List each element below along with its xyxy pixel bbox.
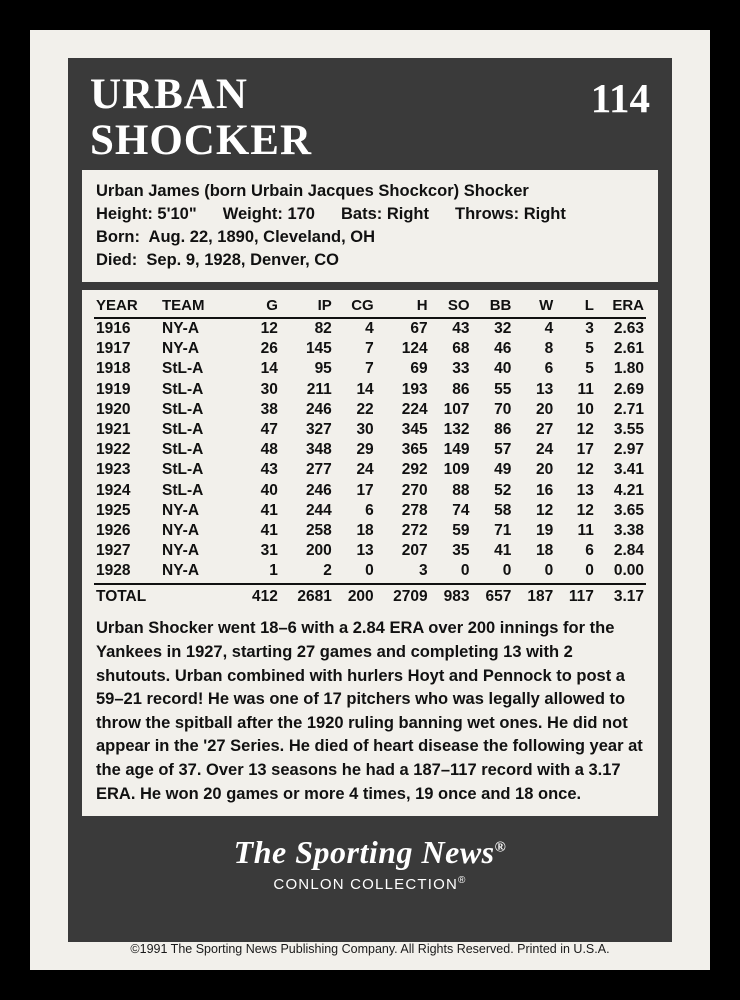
stats-cell: 1923 xyxy=(96,461,131,479)
stats-cell: 3 xyxy=(419,562,428,580)
bio-born: Born: Aug. 22, 1890, Cleveland, OH xyxy=(96,228,376,246)
table-row xyxy=(94,460,646,480)
stats-cell: 41 xyxy=(260,501,278,519)
stats-cell: 33 xyxy=(452,360,470,378)
stats-cell: 95 xyxy=(314,360,332,378)
stats-cell: 0 xyxy=(502,562,512,580)
stats-total-row xyxy=(94,584,646,607)
stats-cell: 11 xyxy=(577,380,594,398)
stats-cell: 270 xyxy=(401,481,428,499)
stats-cell: 193 xyxy=(401,380,428,398)
stats-cell: 3 xyxy=(585,320,594,338)
stats-cell: 40 xyxy=(494,360,512,378)
stats-cell: 207 xyxy=(401,542,428,560)
stats-cell: 20 xyxy=(536,400,554,418)
stats-cell: 2.84 xyxy=(613,542,644,560)
table-row xyxy=(94,420,646,440)
stats-cell: 1918 xyxy=(96,360,131,378)
stats-cell: 5 xyxy=(585,360,594,378)
stats-cell: 0 xyxy=(365,562,374,580)
stats-table xyxy=(94,296,646,607)
stats-cell: 59 xyxy=(452,521,470,539)
stats-cell: 2.97 xyxy=(613,441,644,459)
bio-full-name: Urban James (born Urbain Jacques Shockcor) Shocker xyxy=(96,182,529,200)
stats-cell: 20 xyxy=(536,461,554,479)
card-number: 114 xyxy=(590,75,650,121)
stats-cell: 2 xyxy=(323,562,332,580)
stats-header-cell: H xyxy=(376,296,430,318)
stats-cell: 17 xyxy=(576,441,594,459)
stats-cell: 11 xyxy=(577,521,594,539)
stats-cell: 6 xyxy=(585,542,594,560)
stats-cell: 40 xyxy=(260,481,278,499)
stats-cell: 2.61 xyxy=(613,340,644,358)
table-row xyxy=(94,380,646,400)
stats-cell: 30 xyxy=(356,421,374,439)
stats-cell: 277 xyxy=(305,461,332,479)
sporting-news-logo xyxy=(68,834,672,871)
stats-cell: 200 xyxy=(305,542,332,560)
stats-cell: 86 xyxy=(494,421,512,439)
stats-cell: 88 xyxy=(452,481,470,499)
stats-header-cell: W xyxy=(513,296,555,318)
stats-cell: 0 xyxy=(460,562,470,580)
stats-header-cell: ERA xyxy=(596,296,646,318)
stats-cell: 4 xyxy=(365,320,374,338)
stats-header-cell: CG xyxy=(334,296,376,318)
stats-cell: 149 xyxy=(443,441,470,459)
stats-cell: 55 xyxy=(494,380,512,398)
stats-cell: NY-A xyxy=(162,542,200,560)
stats-cell: 13 xyxy=(536,380,554,398)
stats-cell: 4 xyxy=(544,320,554,338)
stats-cell: 14 xyxy=(260,360,278,378)
stats-cell: 1921 xyxy=(96,421,131,439)
stats-cell: 43 xyxy=(452,320,470,338)
stats-cell: 12 xyxy=(576,461,594,479)
stats-cell: 246 xyxy=(305,400,332,418)
table-row xyxy=(94,440,646,460)
stats-cell xyxy=(160,584,238,607)
stats-cell: NY-A xyxy=(162,501,200,519)
stats-cell: 0 xyxy=(544,562,554,580)
stats-cell: 365 xyxy=(401,441,428,459)
stats-cell: 187 xyxy=(513,584,555,607)
stats-cell: 17 xyxy=(356,481,374,499)
stats-header-cell: SO xyxy=(430,296,472,318)
stats-cell: 71 xyxy=(494,521,512,539)
stats-cell: 278 xyxy=(401,501,428,519)
stats-cell: 272 xyxy=(401,521,428,539)
stats-cell: StL-A xyxy=(162,441,204,459)
stats-cell: 12 xyxy=(576,501,594,519)
stats-cell: 107 xyxy=(443,400,470,418)
stats-cell: 3.55 xyxy=(613,421,644,439)
table-row xyxy=(94,501,646,521)
stats-cell: 3.17 xyxy=(596,584,646,607)
stats-cell: 292 xyxy=(401,461,428,479)
table-row xyxy=(94,318,646,339)
stats-cell: 211 xyxy=(306,380,332,398)
bio-died: Died: Sep. 9, 1928, Denver, CO xyxy=(96,251,340,269)
card-back-panel xyxy=(68,58,672,942)
stats-cell: 1917 xyxy=(96,340,131,358)
baseball-card xyxy=(30,30,710,970)
stats-cell: 24 xyxy=(356,461,374,479)
stats-cell: 145 xyxy=(305,340,332,358)
stats-cell: StL-A xyxy=(162,400,204,418)
registered-trademark-icon: ® xyxy=(458,875,467,887)
stats-cell: NY-A xyxy=(162,562,200,580)
stats-cell: 8 xyxy=(544,340,554,358)
card-header xyxy=(68,58,672,170)
stats-block xyxy=(82,290,658,615)
stats-cell: 12 xyxy=(536,501,554,519)
stats-cell: 31 xyxy=(260,542,278,560)
stats-cell: 18 xyxy=(356,521,374,539)
stats-cell: 70 xyxy=(494,400,512,418)
stats-cell: 68 xyxy=(452,340,470,358)
stats-cell: 2.63 xyxy=(613,320,644,338)
table-row xyxy=(94,481,646,501)
stats-cell: 657 xyxy=(472,584,514,607)
stats-header-cell: BB xyxy=(472,296,514,318)
stats-cell: 52 xyxy=(494,481,512,499)
stats-header-cell: TEAM xyxy=(160,296,238,318)
stats-cell: 244 xyxy=(305,501,332,519)
stats-cell: 14 xyxy=(356,380,374,398)
stats-cell: 67 xyxy=(410,320,428,338)
registered-trademark-icon: ® xyxy=(494,839,507,856)
stats-cell: 74 xyxy=(452,501,470,519)
stats-cell: 412 xyxy=(238,584,280,607)
stats-cell: 6 xyxy=(365,501,374,519)
stats-cell: 983 xyxy=(430,584,472,607)
stats-cell: 117 xyxy=(555,584,596,607)
stats-cell: 0.00 xyxy=(613,562,644,580)
player-name xyxy=(90,72,540,164)
stats-cell: 49 xyxy=(494,461,512,479)
stats-cell: 124 xyxy=(401,340,428,358)
player-name-line1: URBAN xyxy=(90,71,248,118)
stats-cell: 1920 xyxy=(96,400,131,418)
stats-cell: 43 xyxy=(260,461,278,479)
stats-cell: 345 xyxy=(401,421,428,439)
stats-cell: 58 xyxy=(494,501,512,519)
conlon-collection-label xyxy=(68,875,672,893)
bio-measurements xyxy=(96,203,644,226)
stats-header-cell: G xyxy=(238,296,280,318)
conlon-collection-text: CONLON COLLECTION xyxy=(273,876,459,894)
stats-cell: 109 xyxy=(443,461,470,479)
stats-cell: StL-A xyxy=(162,481,204,499)
stats-cell: 13 xyxy=(356,542,374,560)
stats-cell: NY-A xyxy=(162,521,200,539)
copyright-notice: ©1991 The Sporting News Publishing Company. All Rights Reserved. Printed in U.S.A. xyxy=(130,942,610,956)
stats-cell: 246 xyxy=(305,481,332,499)
bio-throws: Throws: Right xyxy=(454,205,566,223)
stats-cell: 24 xyxy=(536,441,554,459)
stats-cell: 1924 xyxy=(96,481,131,499)
bio-block xyxy=(82,170,658,282)
stats-cell: 12 xyxy=(576,421,594,439)
table-row xyxy=(94,339,646,359)
stats-cell: 6 xyxy=(544,360,554,378)
stats-header-cell: YEAR xyxy=(94,296,160,318)
stats-cell: 348 xyxy=(305,441,332,459)
stats-cell: 1926 xyxy=(96,521,131,539)
stats-cell: 200 xyxy=(334,584,376,607)
stats-cell: 38 xyxy=(260,400,278,418)
stats-cell: 57 xyxy=(494,441,512,459)
stats-cell: 69 xyxy=(410,360,428,378)
stats-cell: 41 xyxy=(260,521,278,539)
stats-cell: 3.41 xyxy=(613,461,644,479)
stats-cell: 35 xyxy=(452,542,470,560)
stats-header-cell: IP xyxy=(280,296,334,318)
table-row xyxy=(94,359,646,379)
stats-cell: StL-A xyxy=(162,461,204,479)
stats-cell: 2681 xyxy=(280,584,334,607)
stats-cell: 46 xyxy=(494,340,512,358)
stats-cell: 3.38 xyxy=(613,521,644,539)
stats-cell: 86 xyxy=(452,380,470,398)
bio-bats: Bats: Right xyxy=(340,205,429,223)
stats-cell: StL-A xyxy=(162,380,204,398)
stats-cell: 2.71 xyxy=(613,400,644,418)
stats-cell: 224 xyxy=(401,400,428,418)
stats-cell: 2.69 xyxy=(613,380,644,398)
table-row xyxy=(94,561,646,584)
table-row xyxy=(94,400,646,420)
stats-cell: 4.21 xyxy=(613,481,644,499)
stats-cell: 26 xyxy=(260,340,278,358)
stats-cell: 1.80 xyxy=(613,360,644,378)
footer-logo-area xyxy=(68,816,672,893)
table-row xyxy=(94,541,646,561)
stats-cell: 12 xyxy=(260,320,278,338)
table-row xyxy=(94,521,646,541)
player-name-line2: SHOCKER xyxy=(90,117,313,164)
stats-header-cell: L xyxy=(555,296,596,318)
stats-cell: 327 xyxy=(305,421,332,439)
player-biography-text xyxy=(82,615,658,816)
stats-cell: 1 xyxy=(269,562,278,580)
stats-cell: 1919 xyxy=(96,380,131,398)
stats-cell: 16 xyxy=(536,481,554,499)
stats-cell: 1922 xyxy=(96,441,131,459)
stats-cell: 7 xyxy=(365,360,374,378)
stats-cell: 13 xyxy=(576,481,594,499)
stats-cell: 132 xyxy=(443,421,470,439)
stats-cell: 1925 xyxy=(96,501,131,519)
stats-cell: StL-A xyxy=(162,421,204,439)
stats-cell: 48 xyxy=(260,441,278,459)
stats-cell: 32 xyxy=(494,320,512,338)
stats-cell: 1928 xyxy=(96,562,131,580)
stats-cell: 18 xyxy=(536,542,554,560)
stats-cell: 82 xyxy=(314,320,332,338)
stats-cell: 2709 xyxy=(376,584,430,607)
stats-cell: 22 xyxy=(356,400,374,418)
stats-cell: 47 xyxy=(260,421,278,439)
stats-cell: 3.65 xyxy=(613,501,644,519)
stats-cell: 27 xyxy=(536,421,554,439)
stats-cell: 30 xyxy=(260,380,278,398)
stats-cell: NY-A xyxy=(162,340,200,358)
stats-cell: 7 xyxy=(365,340,374,358)
stats-cell: 258 xyxy=(305,521,332,539)
stats-cell: 10 xyxy=(576,400,594,418)
stats-cell: 41 xyxy=(494,542,512,560)
stats-header-row xyxy=(94,296,646,318)
stats-cell: 29 xyxy=(356,441,374,459)
stats-cell: 5 xyxy=(585,340,594,358)
stats-cell: 1916 xyxy=(96,320,131,338)
bio-weight: Weight: 170 xyxy=(222,205,315,223)
biography-paragraph: Urban Shocker went 18–6 with a 2.84 ERA over 200 innings for the Yankees in 1927, starting 27 games and completing 13 with 2 shutouts. Urban combined with hurlers Hoyt and Pennock to post a 59–21 record! He was one of 17 pitchers who was legally allowed to throw the spitball after the 1920 ruling banning wet ones. He did not appear in the '27 Series. He died of heart disease the following year at the age of 37. Over 13 seasons he had a 187–117 record with a 3.17 ERA. He won 20 games or more 4 times, 19 once and 18 once. xyxy=(96,619,643,803)
sporting-news-text: The Sporting News xyxy=(233,834,495,871)
stats-cell: 1927 xyxy=(96,542,131,560)
stats-cell: 19 xyxy=(536,521,554,539)
stats-cell: StL-A xyxy=(162,360,204,378)
stats-cell: NY-A xyxy=(162,320,200,338)
bio-height: Height: 5'10" xyxy=(96,205,197,223)
stats-cell: 0 xyxy=(585,562,594,580)
stats-cell: TOTAL xyxy=(94,584,160,607)
